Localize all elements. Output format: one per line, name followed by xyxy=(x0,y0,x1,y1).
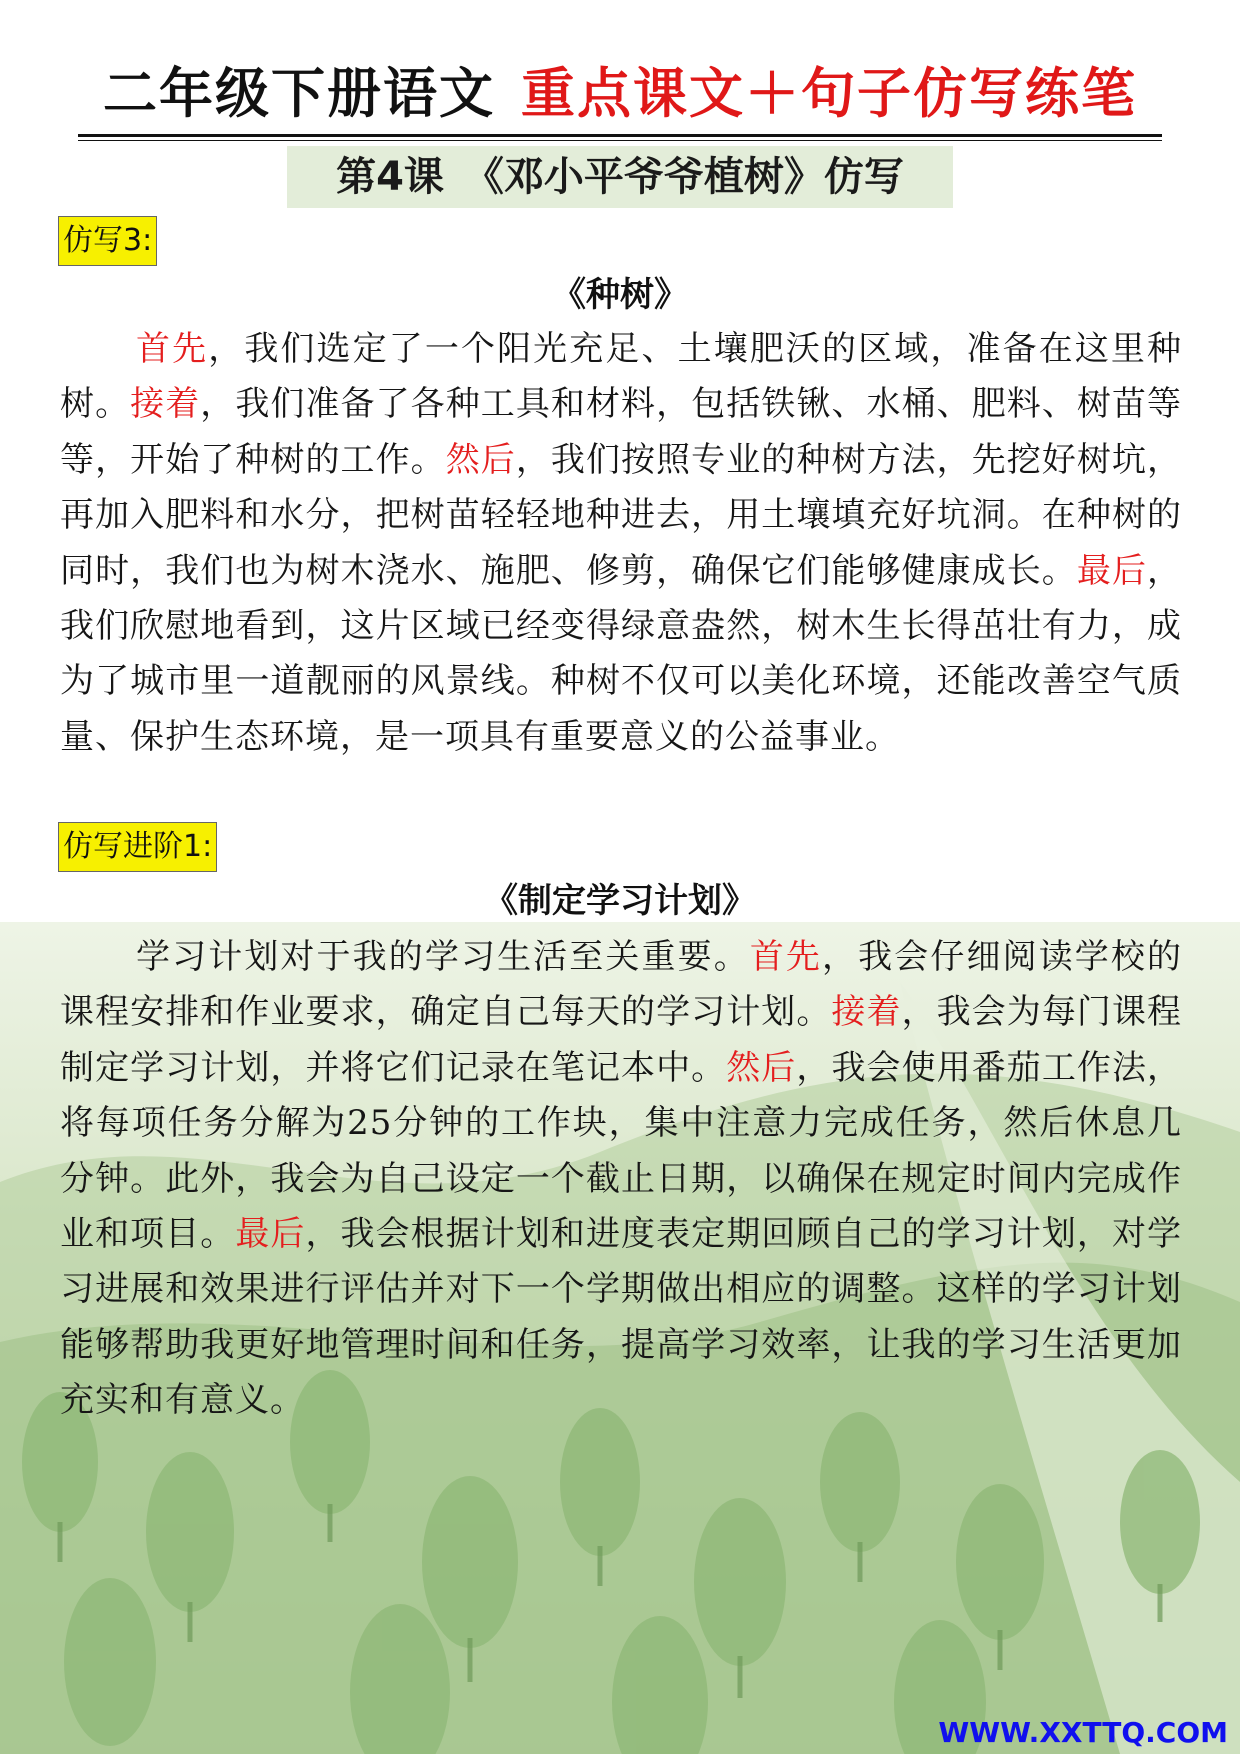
paragraph-text: ，我会为每门课程制定学习计划，并将它们记录在笔记本中。 xyxy=(60,992,1183,1088)
sequence-keyword: 接着 xyxy=(130,384,201,425)
essay-paragraph-1 xyxy=(60,322,1182,765)
paragraph-text: ，我们选定了一个阳光充足、土壤肥沃的区域，准备在这里种树。 xyxy=(60,329,1183,425)
sequence-keyword: 然后 xyxy=(726,1047,797,1088)
essay-title-2: 《制定学习计划》 xyxy=(484,881,756,921)
sequence-keyword: 最后 xyxy=(1076,550,1148,591)
page-header xyxy=(0,58,1240,130)
sequence-keyword: 首先 xyxy=(136,329,209,369)
section-tag-1: 仿写3: xyxy=(58,216,157,266)
main-title-black: 二年级下册语文 xyxy=(103,62,495,125)
paragraph-text: ，我会使用番茄工作法，将每项任务分解为25分钟的工作块，集中注意力完成任务，然后休息几分钟。此外，我会为自己设定一个截止日期，以确保在规定时间内完成作业和项目。 xyxy=(60,1047,1183,1255)
sequence-keyword: 然后 xyxy=(445,439,516,480)
paragraph-text: ，我们按照专业的种树方法，先挖好树坑，再加入肥料和水分，把树苗轻轻地种进去，用土壤填充好坑洞。在种树的同时，我们也为树木浇水、施肥、修剪，确保它们能够健康成长。 xyxy=(60,439,1183,591)
title-underline-thick xyxy=(78,134,1162,137)
sequence-keyword: 首先 xyxy=(749,937,823,977)
sequence-keyword: 接着 xyxy=(831,992,902,1033)
lesson-title: 第4课 《邓小平爷爷植树》仿写 xyxy=(287,146,953,208)
footer-website-url[interactable]: WWW.XXTTQ.COM xyxy=(938,1716,1228,1749)
title-underline-thin xyxy=(78,140,1162,141)
main-title-red: 重点课文＋句子仿写练笔 xyxy=(521,62,1137,125)
paragraph-text: ，我会仔细阅读学校的课程安排和作业要求，确定自己每天的学习计划。 xyxy=(60,937,1183,1033)
paragraph-text: ，我会根据计划和进度表定期回顾自己的学习计划，对学习进展和效果进行评估并对下一个学期做出相应的调整。这样的学习计划能够帮助我更好地管理时间和任务，提高学习效率，让我的学习生活更加充实和有意义。 xyxy=(60,1214,1183,1421)
sequence-keyword: 最后 xyxy=(235,1214,306,1255)
paragraph-text: 学习计划对于我的学习生活至关重要。 xyxy=(136,937,750,977)
essay-paragraph-2 xyxy=(60,930,1182,1429)
paragraph-text: ，我们准备了各种工具和材料，包括铁锹、水桶、肥料、树苗等等，开始了种树的工作。 xyxy=(60,384,1183,480)
paragraph-text: ，我们欣慰地看到，这片区域已经变得绿意盎然，树木生长得茁壮有力，成为了城市里一道靓丽的风景线。种树不仅可以美化环境，还能改善空气质量、保护生态环境，是一项具有重要意义的公益事业。 xyxy=(60,550,1183,757)
section-tag-2: 仿写进阶1: xyxy=(58,822,217,872)
main-title xyxy=(0,58,1240,130)
essay-title-1: 《种树》 xyxy=(552,275,688,315)
